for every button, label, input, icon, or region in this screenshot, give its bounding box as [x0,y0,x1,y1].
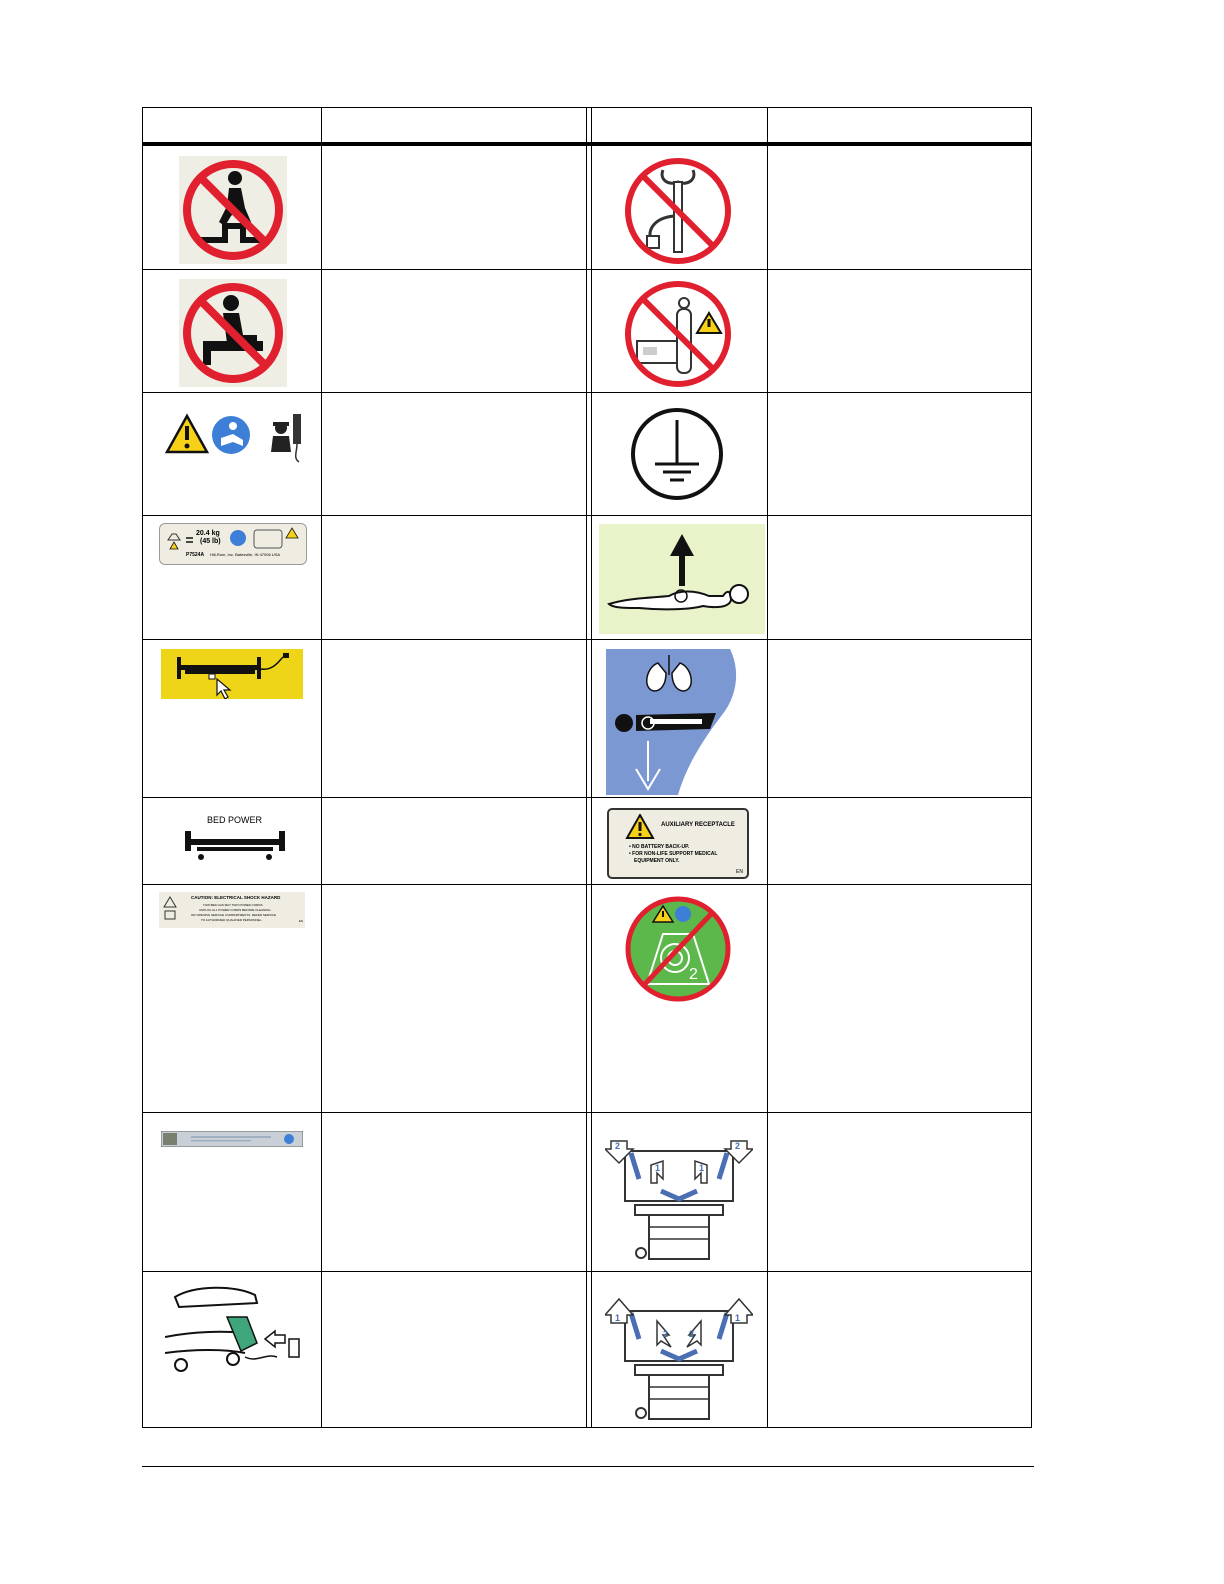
row-divider [143,797,1031,798]
column-divider [767,108,768,1427]
column-divider [591,108,592,1427]
shock-line-4: TO AUTHORIZED QUALIFIED PERSONNEL. [201,918,263,922]
bed-power-icon [181,815,289,863]
protective-earth-icon [629,406,725,502]
step-1-left: 1 [655,1163,661,1173]
aux-line-3: EQUIPMENT ONLY. [634,858,680,864]
shock-line-1: THIS BED HAS MAY TWO POWER CORDS. [203,903,264,907]
aux-line-1: • NO BATTERY BACK-UP. [629,844,690,850]
table-header-row [143,108,1031,146]
shock-lang: EN [298,919,303,923]
step-1-right: 1 [699,1163,705,1173]
no-oxygen-tent-icon [623,894,733,1004]
step-1-right: 1 [735,1313,741,1323]
lung-trendelenburg-icon [606,649,740,795]
step-2-left: 2 [615,1141,621,1151]
bed-power-label: BED POWER [207,815,263,825]
row-divider [143,392,1031,393]
weight-label-icon [159,523,307,565]
o2-subscript: 2 [689,966,698,983]
no-sitting-icon [179,279,287,387]
footer-rule [142,1466,1034,1467]
step-1-left: 1 [615,1313,621,1323]
shock-title: CAUTION: ELECTRICAL SHOCK HAZARD [191,895,281,900]
symbols-table [142,107,1032,1428]
row-divider [143,1112,1031,1113]
auxiliary-receptacle-label [607,808,749,879]
step-2-right: 2 [735,1141,741,1151]
siderail-raise-icon [605,1295,753,1423]
row-divider [143,884,1031,885]
no-tie-cord-icon [623,156,733,266]
row-divider [143,515,1031,516]
row-divider [143,639,1031,640]
shock-line-2: UNPLUG ALL POWER CORDS BEFORE CLEANING [199,908,271,912]
shock-line-3: OR OPENING SERVICE COMPARTMENTS. REFER SERVICE [191,913,276,917]
weight-value: 20.4 kg [196,530,220,537]
power-cord-storage-icon [165,1277,305,1377]
column-divider [586,108,587,1427]
weight-value-lb: (45 lb) [200,538,221,545]
cpr-lift-icon [599,524,765,634]
weight-label-maker: Hill-Rom, Inc. Batesville, IN 47006 USA [210,552,281,557]
no-oxygen-equipment-icon [623,279,733,389]
aux-lang: EN [736,869,743,875]
aux-line-2: • FOR NON-LIFE SUPPORT MEDICAL [629,851,718,857]
row-divider [143,1271,1031,1272]
step-2-right: 2 [689,1329,695,1339]
warning-read-manual-icon [163,408,303,468]
no-stepping-icon [179,156,287,264]
bed-plug-cursor-icon [161,649,303,699]
siderail-lower-icon [605,1135,753,1265]
row-divider [143,269,1031,270]
step-2-left: 2 [663,1329,669,1339]
weight-label-part: P7524A [186,552,205,558]
column-divider [321,108,322,1427]
aux-title: AUXILIARY RECEPTACLE [661,822,735,828]
thin-label-icon [161,1131,303,1147]
electrical-shock-label [159,892,305,928]
